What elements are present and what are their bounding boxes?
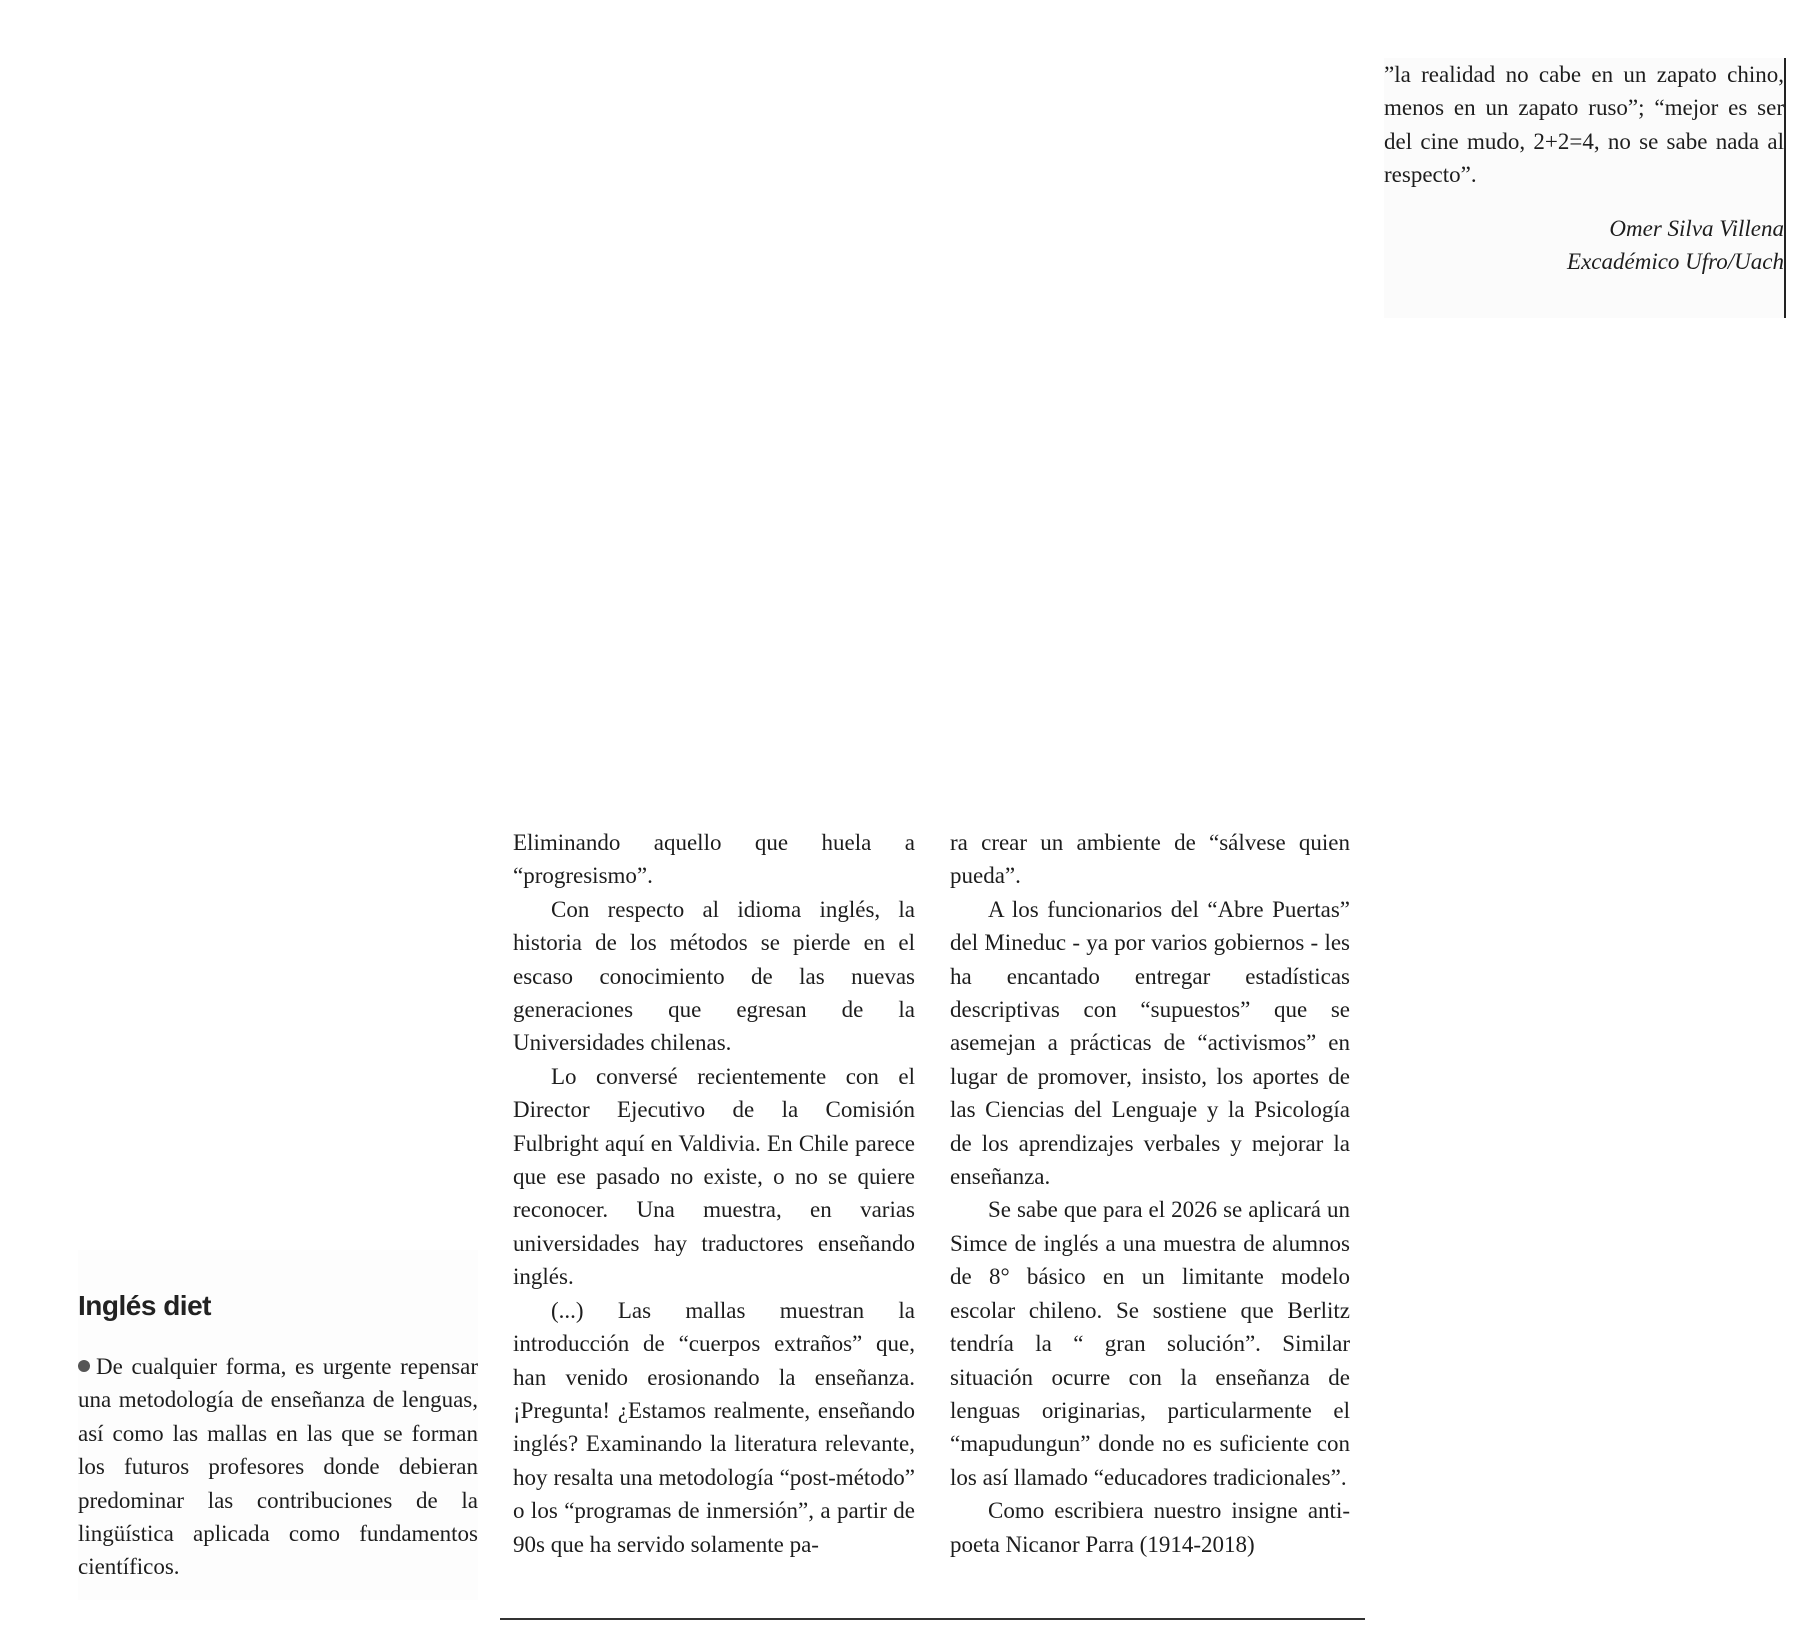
top-column bbox=[1384, 58, 1784, 318]
column-divider bbox=[1784, 58, 1786, 318]
right-paragraph-2: A los funcionarios del “Abre Puertas” del Mineduc - ya por varios gobiernos - les ha encantado entregar estadísticas descriptivas con “supuestos” que se asemejan a prácticas de “activismos” en lugar de promover, insisto, los aportes de las Ciencias del Lenguaje y la Psicología de los aprendizajes verbales y mejorar la enseñanza. bbox=[950, 896, 1350, 1190]
right-column bbox=[950, 826, 1350, 1561]
middle-column bbox=[513, 826, 915, 1561]
section-heading: Inglés diet bbox=[78, 1290, 211, 1321]
right-paragraph-1: ra crear un ambiente de “sálvese quien pueda”. bbox=[950, 830, 1350, 889]
right-paragraph-3: Se sabe que para el 2026 se aplicará un Simce de inglés a una muestra de alumnos de 8° básico en un limitante modelo escolar chileno. Se sostiene que Berlitz tendría la “ gran solución”. Similar situación ocurre con la enseñanza de lenguas originarias, particularmente el “mapudungun” donde no es suficiente con los así llamado “educadores tradicionales”. bbox=[950, 1197, 1350, 1490]
middle-paragraph-3: Lo conversé recientemente con el Director Ejecutivo de la Comisión Fulbright aquí en Valdivia. En Chile parece que ese pasado no existe, o no se quiere reconocer. Una muestra, en varias universidades hay traductores enseñando inglés. bbox=[513, 1063, 915, 1290]
author-name: Omer Silva Villena bbox=[1609, 215, 1784, 241]
left-paragraph bbox=[78, 1350, 478, 1584]
left-column bbox=[78, 1250, 478, 1600]
right-paragraph-4: Como escribiera nuestro insigne anti-poeta Nicanor Parra (1914-2018) bbox=[950, 1498, 1350, 1557]
middle-paragraph-4: (...) Las mallas muestran la introducción de “cuerpos extraños” que, han venido erosionando la enseñanza. ¡Pregunta! ¿Estamos realmente, enseñando inglés? Examinando la literatura relevante, hoy resalta una metodología “post-método” o los “programas de inmersión”, a partir de 90s que ha servido solamente pa- bbox=[513, 1297, 915, 1557]
author-title: Excadémico Ufro/Uach bbox=[1567, 248, 1784, 274]
left-paragraph-text: De cualquier forma, es urgente repensar una metodología de enseñanza de lenguas, así como las mallas en las que se forman los futuros profesores donde debieran predominar las contribuciones de la lingüística aplicada como fundamentos científicos. bbox=[78, 1354, 478, 1580]
bullet-icon bbox=[78, 1360, 90, 1372]
middle-paragraph-1: Eliminando aquello que huela a “progresismo”. bbox=[513, 830, 915, 889]
bottom-rule bbox=[500, 1618, 1365, 1620]
signature bbox=[1384, 212, 1784, 278]
quote-paragraph: ”la realidad no cabe en un zapato chino, menos en un zapato ruso”; “mejor es ser del cine mudo, 2+2=4, no se sabe nada al respecto”. bbox=[1384, 62, 1784, 188]
middle-paragraph-2: Con respecto al idioma inglés, la historia de los métodos se pierde en el escaso conocimiento de las nuevas generaciones que egresan de la Universidades chilenas. bbox=[513, 896, 915, 1056]
